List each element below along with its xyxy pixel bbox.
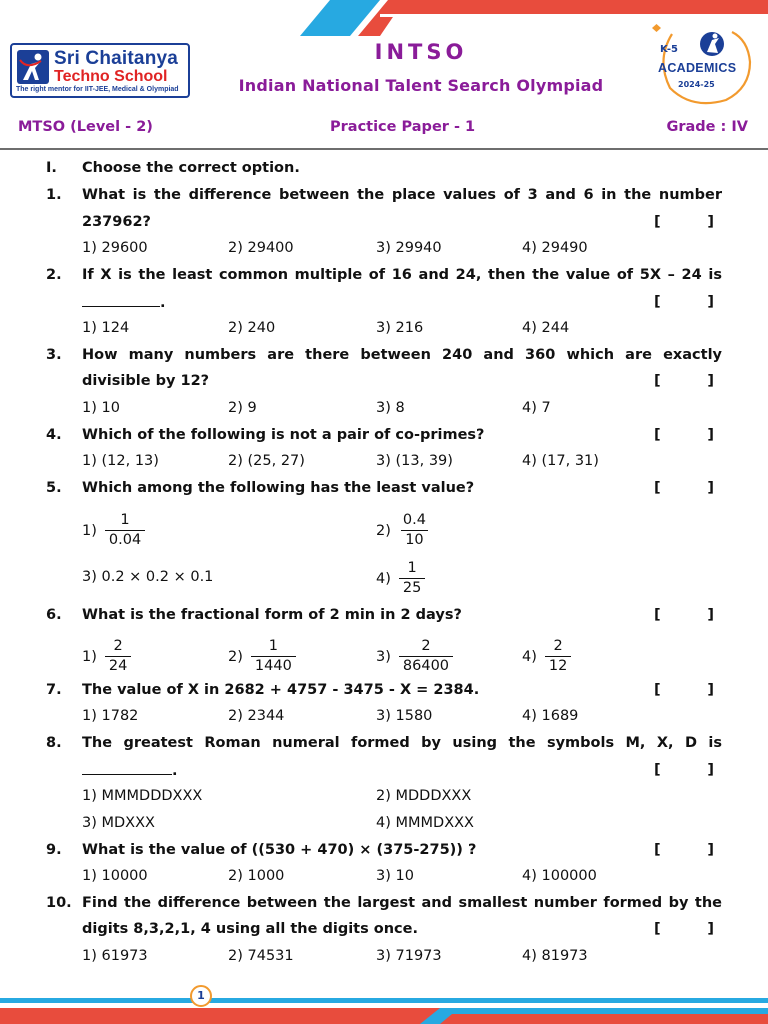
- section-number: I.: [46, 160, 57, 176]
- question-8-options-row1: [0, 788, 768, 810]
- question-number: 8.: [46, 735, 62, 751]
- logo-tagline: The right mentor for IIT-JEE, Medical & Olympiad: [16, 86, 179, 93]
- option-label: 4): [522, 648, 537, 665]
- option-3[interactable]: [376, 637, 453, 676]
- logo-subtitle: Techno School: [54, 68, 168, 85]
- option-3[interactable]: 3) 29940: [376, 240, 442, 256]
- question-7-options: [0, 708, 768, 730]
- question-3: [0, 347, 768, 369]
- question-1-options: [0, 240, 768, 262]
- question-5: [0, 480, 768, 502]
- question-text-cont: .: [82, 762, 178, 779]
- question-9-options: [0, 868, 768, 890]
- option-2[interactable]: 2) (25, 27): [228, 453, 305, 469]
- question-8-options-row2: [0, 815, 768, 837]
- question-number: 2.: [46, 267, 62, 283]
- option-1[interactable]: 1) (12, 13): [82, 453, 159, 469]
- answer-bracket[interactable]: [ ]: [654, 607, 714, 623]
- question-1-line2: [0, 214, 768, 236]
- question-number: 9.: [46, 842, 62, 858]
- question-number: 10.: [46, 895, 72, 911]
- logo-name: Sri Chaitanya: [54, 48, 179, 69]
- option-3[interactable]: 3) 8: [376, 400, 405, 416]
- question-2-options: [0, 320, 768, 342]
- answer-bracket[interactable]: [ ]: [654, 480, 714, 496]
- question-number: 3.: [46, 347, 62, 363]
- badge-year: 2024-25: [678, 80, 715, 89]
- question-3-options: [0, 400, 768, 422]
- question-2: [0, 267, 768, 289]
- answer-bracket[interactable]: [ ]: [654, 294, 714, 310]
- option-4[interactable]: 4) 29490: [522, 240, 588, 256]
- option-1[interactable]: 1) 10000: [82, 868, 148, 884]
- fraction: $\frac{1}{25}$: [399, 559, 425, 598]
- question-4: [0, 427, 768, 449]
- header-divider: [0, 148, 768, 150]
- fraction: $\frac{0.4}{10}$: [402, 512, 426, 548]
- question-8-line2: [0, 762, 768, 784]
- option-1[interactable]: 1) 124: [82, 320, 130, 336]
- option-3[interactable]: 3) (13, 39): [376, 453, 453, 469]
- question-text-cont: .: [82, 294, 166, 311]
- option-3[interactable]: 3) 71973: [376, 948, 442, 964]
- option-4[interactable]: 4) 7: [522, 400, 551, 416]
- question-text: How many numbers are there between 240 and 360 which are exactly: [82, 347, 722, 363]
- question-text: The greatest Roman numeral formed by using the symbols M, X, D is: [82, 735, 722, 751]
- option-label: 2): [228, 648, 243, 665]
- answer-blank: [82, 762, 172, 775]
- option-4[interactable]: 4) (17, 31): [522, 453, 599, 469]
- answer-bracket[interactable]: [ ]: [654, 762, 714, 778]
- answer-bracket[interactable]: [ ]: [654, 682, 714, 698]
- option-4[interactable]: 4) 1689: [522, 708, 579, 724]
- option-2[interactable]: [376, 511, 430, 550]
- question-text: The value of X in 2682 + 4757 - 3475 - X = 2384.: [82, 682, 480, 698]
- option-4[interactable]: 4) 244: [522, 320, 570, 336]
- option-2[interactable]: 2) MDDDXXX: [376, 788, 472, 804]
- option-2[interactable]: [228, 637, 296, 676]
- option-4[interactable]: [522, 637, 571, 676]
- question-1: [0, 187, 768, 209]
- answer-bracket[interactable]: [ ]: [654, 373, 714, 389]
- question-10-line2: [0, 921, 768, 943]
- option-label: 3): [376, 648, 391, 665]
- question-number: 4.: [46, 427, 62, 443]
- question-7: [0, 682, 768, 704]
- question-8: [0, 735, 768, 757]
- option-1[interactable]: 1) 61973: [82, 948, 148, 964]
- page-title: INTSO: [374, 40, 468, 64]
- question-text-cont: divisible by 12?: [82, 373, 210, 389]
- question-3-line2: [0, 373, 768, 395]
- question-text-cont: 237962?: [82, 214, 151, 230]
- option-2[interactable]: 2) 74531: [228, 948, 294, 964]
- option-3[interactable]: 3) 1580: [376, 708, 433, 724]
- paper-name: Practice Paper - 1: [330, 119, 476, 135]
- page-number: 1: [190, 985, 212, 1007]
- option-2[interactable]: 2) 9: [228, 400, 257, 416]
- grade-label: Grade : IV: [666, 119, 748, 135]
- question-10: [0, 895, 768, 917]
- option-label: 4): [376, 570, 391, 587]
- question-2-line2: [0, 294, 768, 316]
- question-number: 7.: [46, 682, 62, 698]
- answer-bracket[interactable]: [ ]: [654, 921, 714, 937]
- question-number: 5.: [46, 480, 62, 496]
- option-1[interactable]: 1) 1782: [82, 708, 139, 724]
- fraction: $\frac{2}{24}$: [105, 637, 131, 676]
- question-text: If X is the least common multiple of 16 and 24, then the value of 5X – 24 is: [82, 267, 722, 283]
- fraction: $\frac{1}{1440}$: [251, 637, 296, 676]
- option-3[interactable]: 3) 0.2 × 0.2 × 0.1: [82, 569, 214, 585]
- diamond-icon: [652, 24, 661, 32]
- question-text: Which of the following is not a pair of co-primes?: [82, 427, 485, 443]
- question-number: 6.: [46, 607, 62, 623]
- option-label: 1): [82, 522, 97, 539]
- question-4-options: [0, 453, 768, 475]
- answer-bracket[interactable]: [ ]: [654, 427, 714, 443]
- question-text: What is the fractional form of 2 min in 2 days?: [82, 607, 462, 623]
- answer-bracket[interactable]: [ ]: [654, 842, 714, 858]
- question-text: What is the value of ((530 + 470) × (375-275)) ?: [82, 842, 477, 858]
- question-number: 1.: [46, 187, 62, 203]
- option-1[interactable]: [82, 511, 145, 550]
- exam-info-row: [18, 119, 748, 141]
- option-3[interactable]: 3) MDXXX: [82, 815, 155, 831]
- question-text: Find the difference between the largest and smallest number formed by the: [82, 895, 722, 911]
- question-6: [0, 607, 768, 629]
- question-text: What is the difference between the place values of 3 and 6 in the number: [82, 187, 722, 203]
- question-text: Which among the following has the least value?: [82, 480, 475, 496]
- option-1[interactable]: 1) MMMDDDXXX: [82, 788, 203, 804]
- logo-emblem-icon: [17, 50, 49, 84]
- fraction: $\frac{1}{0.04}$: [105, 511, 145, 550]
- option-1[interactable]: 1) 10: [82, 400, 120, 416]
- option-3[interactable]: 3) 10: [376, 868, 414, 884]
- answer-blank: [82, 294, 160, 307]
- option-1[interactable]: 1) 29600: [82, 240, 148, 256]
- question-10-options: [0, 948, 768, 970]
- badge-k5: K-5: [660, 44, 678, 55]
- option-4[interactable]: 4) MMMDXXX: [376, 815, 474, 831]
- option-3[interactable]: 3) 216: [376, 320, 424, 336]
- section-heading: [0, 160, 768, 182]
- question-9: [0, 842, 768, 864]
- option-2[interactable]: 2) 1000: [228, 868, 285, 884]
- option-4[interactable]: [376, 559, 425, 598]
- option-4[interactable]: 4) 81973: [522, 948, 588, 964]
- fraction: $\frac{2}{86400}$: [399, 637, 453, 676]
- option-2[interactable]: 2) 29400: [228, 240, 294, 256]
- fraction: $\frac{2}{12}$: [545, 637, 571, 676]
- page-subtitle: Indian National Talent Search Olympiad: [238, 76, 604, 95]
- answer-bracket[interactable]: [ ]: [654, 214, 714, 230]
- footer-decoration: [0, 984, 768, 1024]
- academics-badge: [652, 24, 756, 108]
- option-4[interactable]: 4) 100000: [522, 868, 597, 884]
- school-logo: [10, 43, 190, 98]
- option-1[interactable]: [82, 637, 131, 676]
- option-label: 1): [82, 648, 97, 665]
- exam-name: MTSO (Level - 2): [18, 119, 153, 135]
- question-text-cont: digits 8,3,2,1, 4 using all the digits once.: [82, 921, 418, 937]
- option-2[interactable]: 2) 2344: [228, 708, 285, 724]
- section-instruction: Choose the correct option.: [82, 160, 300, 176]
- option-2[interactable]: 2) 240: [228, 320, 276, 336]
- option-label: 2): [376, 522, 391, 539]
- badge-title: ACADEMICS: [658, 61, 737, 75]
